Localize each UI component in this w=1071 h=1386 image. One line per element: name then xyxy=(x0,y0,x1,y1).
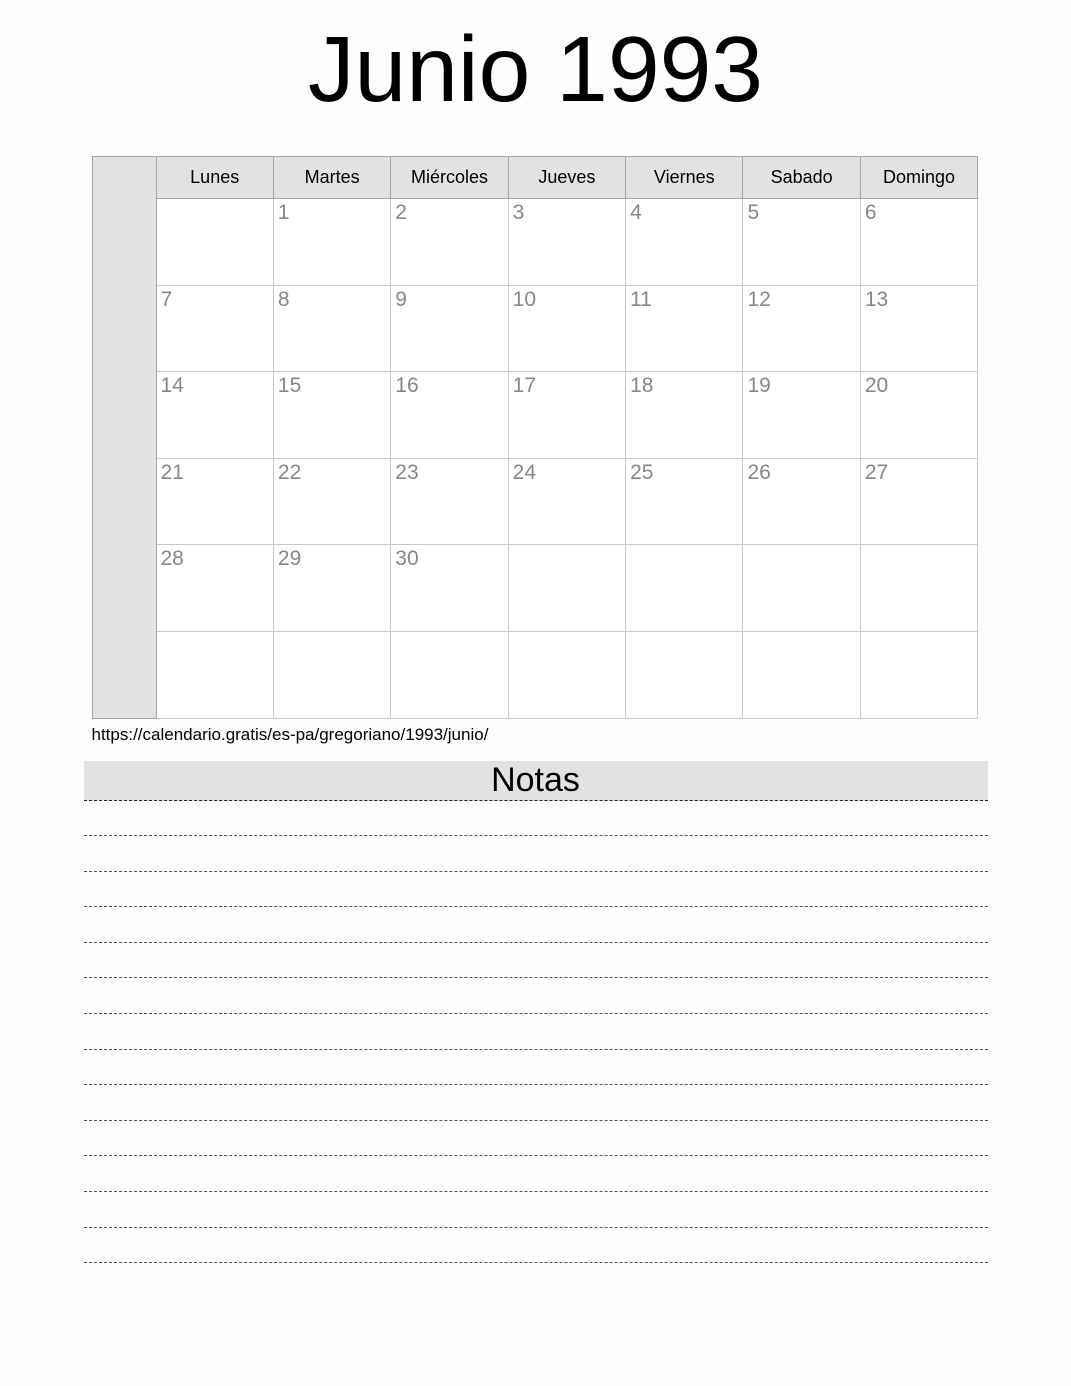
notes-header xyxy=(84,761,988,801)
calendar-day-cell: 4 xyxy=(626,198,743,285)
calendar-week-row xyxy=(92,631,978,718)
calendar-day-cell xyxy=(860,631,977,718)
calendar-day-cell xyxy=(156,198,273,285)
source-url: https://calendario.gratis/es-pa/gregoriano/1993/junio/ xyxy=(91,724,489,744)
note-line xyxy=(84,907,988,943)
note-line xyxy=(84,943,988,979)
notes-lines xyxy=(84,801,988,1264)
calendar-day-cell: 20 xyxy=(860,372,977,459)
day-header: Jueves xyxy=(508,156,625,198)
note-line xyxy=(84,1156,988,1192)
day-header: Martes xyxy=(273,156,390,198)
calendar-day-cell: 30 xyxy=(391,545,508,632)
note-line xyxy=(84,1050,988,1086)
calendar-day-cell: 11 xyxy=(626,285,743,372)
calendar-day-cell: 14 xyxy=(156,372,273,459)
calendar-day-cell: 9 xyxy=(391,285,508,372)
day-header: Viernes xyxy=(626,156,743,198)
calendar-day-cell: 10 xyxy=(508,285,625,372)
calendar-day-cell xyxy=(391,631,508,718)
note-line xyxy=(84,836,988,872)
calendar-week-row xyxy=(92,545,978,632)
calendar-week-row xyxy=(92,458,978,545)
calendar-table xyxy=(92,156,979,719)
calendar-day-cell xyxy=(626,545,743,632)
note-line xyxy=(84,872,988,908)
calendar-day-cell: 21 xyxy=(156,458,273,545)
calendar-day-cell xyxy=(860,545,977,632)
calendar-day-cell xyxy=(743,631,860,718)
calendar-day-cell: 19 xyxy=(743,372,860,459)
calendar-day-cell: 23 xyxy=(391,458,508,545)
notes-title: Notas xyxy=(491,760,580,799)
calendar-day-cell: 12 xyxy=(743,285,860,372)
calendar-day-cell: 27 xyxy=(860,458,977,545)
calendar-day-cell: 3 xyxy=(508,198,625,285)
notes-section xyxy=(84,761,988,1264)
calendar-day-cell: 13 xyxy=(860,285,977,372)
calendar-day-cell: 6 xyxy=(860,198,977,285)
note-line xyxy=(84,978,988,1014)
calendar-week-row xyxy=(92,198,978,285)
week-number-column xyxy=(92,156,156,718)
calendar-day-cell xyxy=(273,631,390,718)
calendar-day-cell: 2 xyxy=(391,198,508,285)
calendar-week-row xyxy=(92,285,978,372)
day-header: Lunes xyxy=(156,156,273,198)
calendar-day-cell xyxy=(743,545,860,632)
calendar-day-cell: 16 xyxy=(391,372,508,459)
note-line xyxy=(84,1192,988,1228)
calendar-header-row xyxy=(92,156,978,198)
day-header: Domingo xyxy=(860,156,977,198)
calendar-day-cell xyxy=(508,545,625,632)
calendar-day-cell: 25 xyxy=(626,458,743,545)
calendar-day-cell: 1 xyxy=(273,198,390,285)
page-title: Junio 1993 xyxy=(307,17,764,121)
content-area xyxy=(84,156,988,1263)
calendar-day-cell: 26 xyxy=(743,458,860,545)
calendar-day-cell: 7 xyxy=(156,285,273,372)
day-header: Sabado xyxy=(743,156,860,198)
calendar-day-cell xyxy=(508,631,625,718)
calendar-day-cell: 29 xyxy=(273,545,390,632)
calendar-day-cell: 22 xyxy=(273,458,390,545)
day-header: Miércoles xyxy=(391,156,508,198)
calendar-day-cell: 24 xyxy=(508,458,625,545)
calendar-day-cell: 5 xyxy=(743,198,860,285)
note-line xyxy=(84,1014,988,1050)
note-line xyxy=(84,1228,988,1264)
note-line xyxy=(84,1085,988,1121)
calendar-week-row xyxy=(92,372,978,459)
calendar-day-cell: 28 xyxy=(156,545,273,632)
calendar-day-cell xyxy=(626,631,743,718)
calendar-day-cell: 8 xyxy=(273,285,390,372)
note-line xyxy=(84,801,988,837)
calendar-day-cell: 15 xyxy=(273,372,390,459)
note-line xyxy=(84,1121,988,1157)
calendar-day-cell: 17 xyxy=(508,372,625,459)
calendar-day-cell: 18 xyxy=(626,372,743,459)
calendar-day-cell xyxy=(156,631,273,718)
